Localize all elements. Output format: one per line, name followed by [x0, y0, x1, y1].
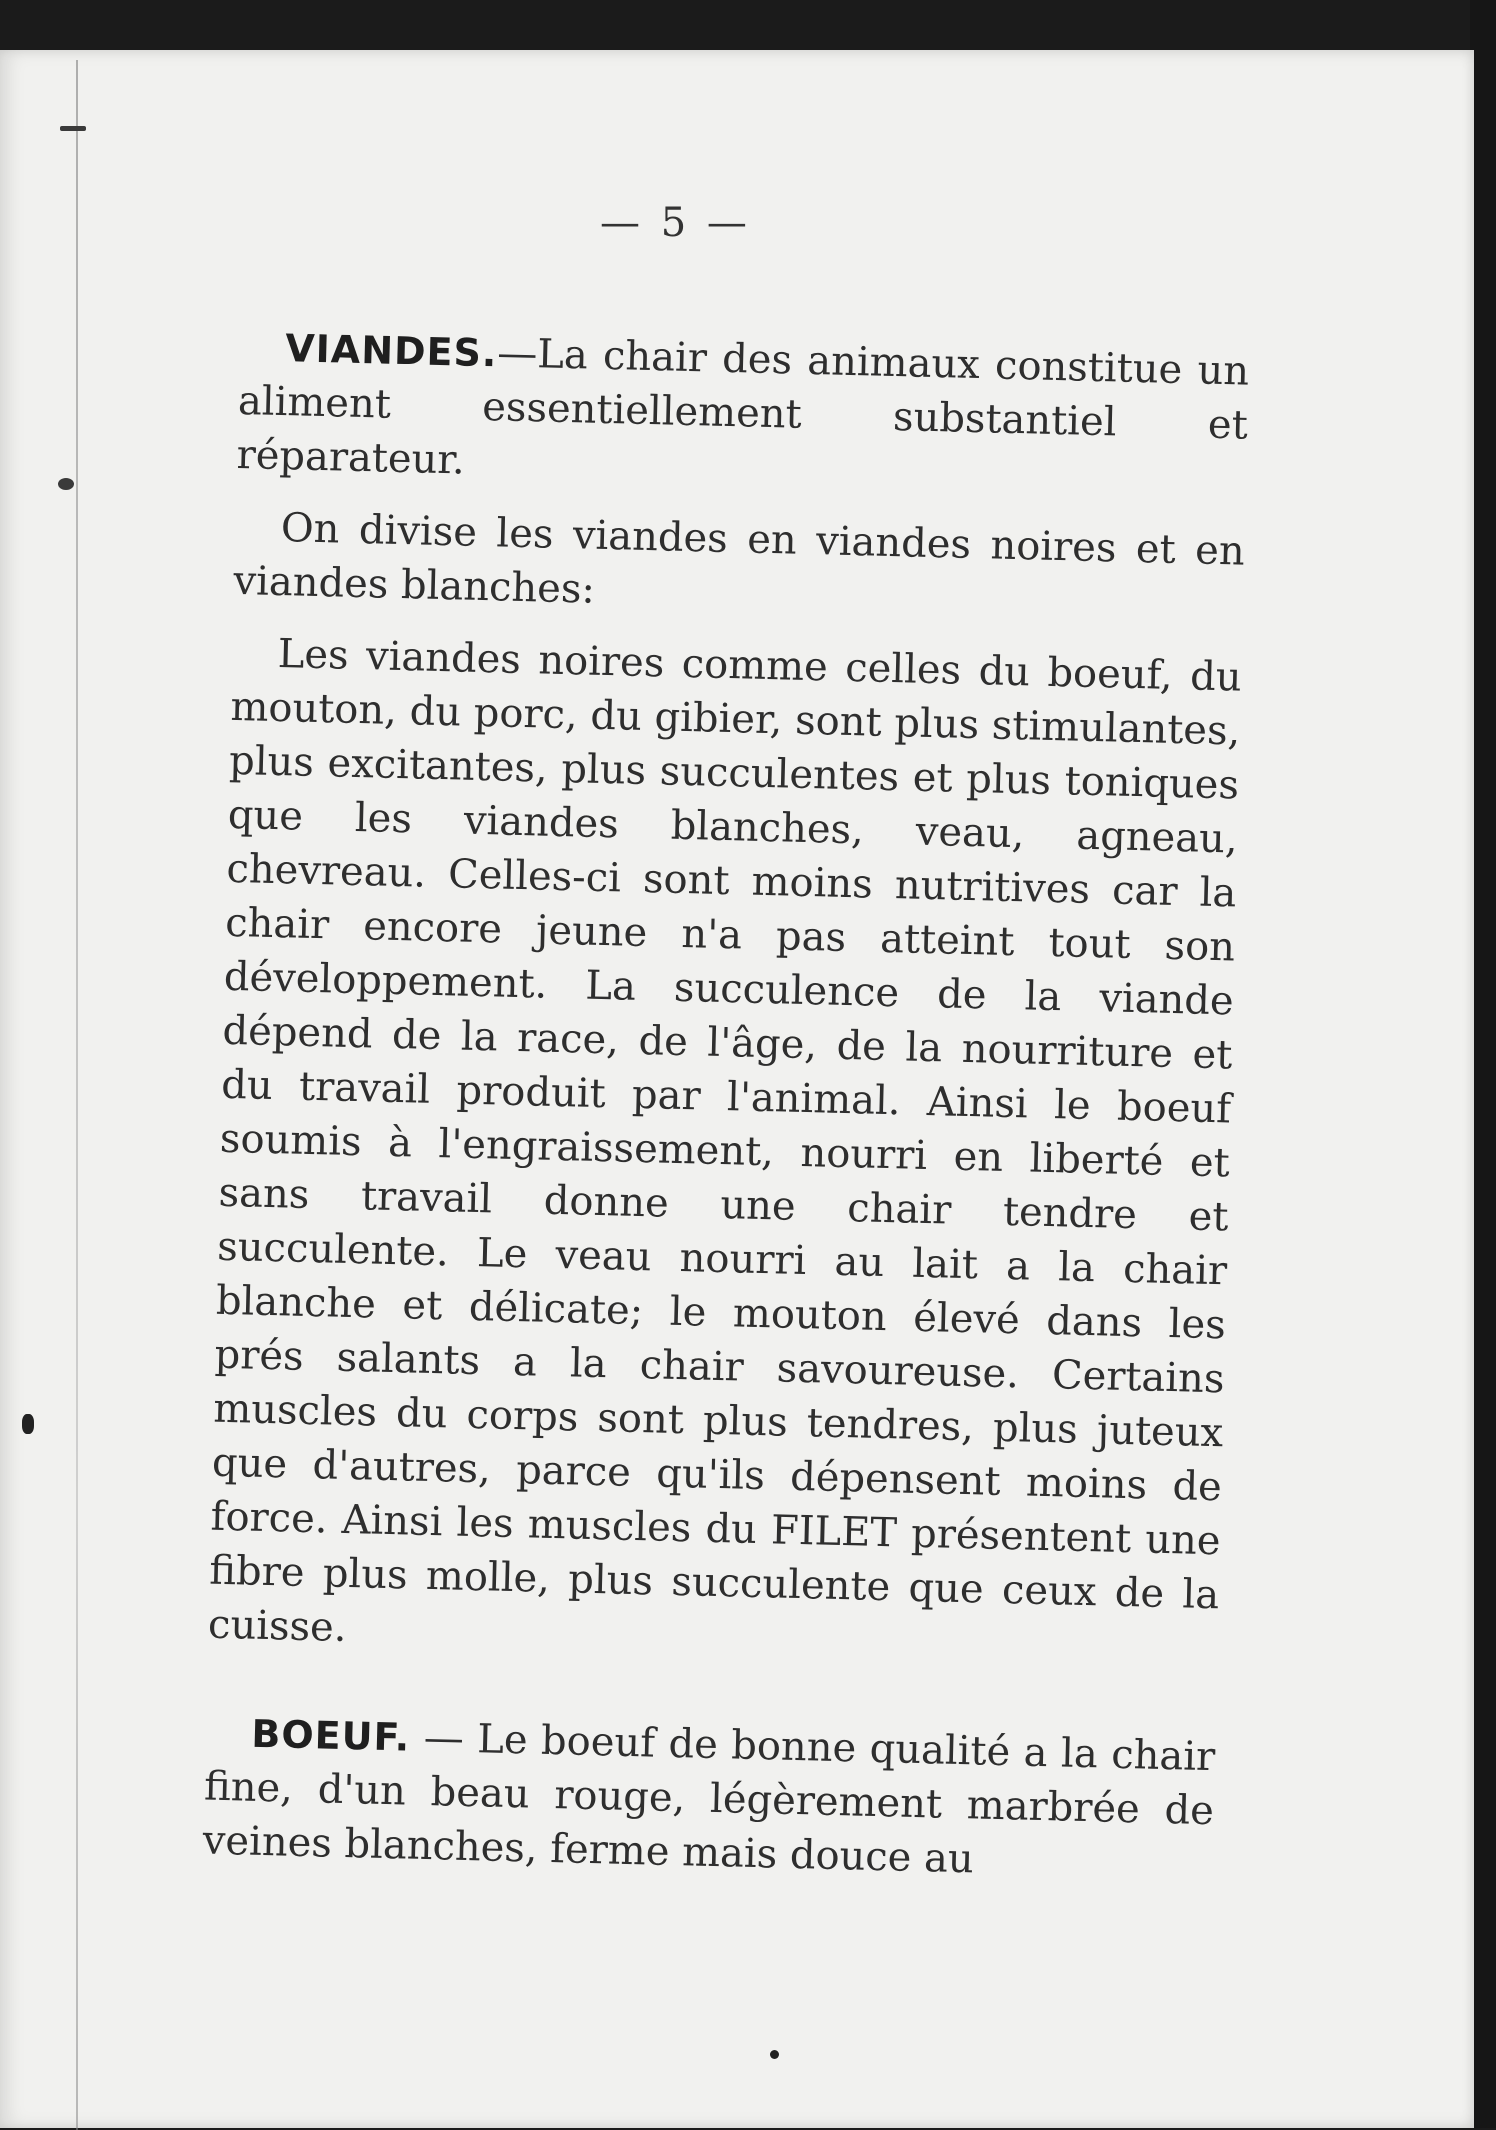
paragraph-text: Le boeuf de bonne qualité a la chair fine, d'un beau rouge, légèrement marbrée de veines blanches, ferme mais douce au [202, 1716, 1216, 1883]
heading-separator: — [496, 330, 538, 378]
page-body [202, 320, 1250, 1910]
section-heading-viandes: VIANDES. [284, 326, 498, 376]
page-fold-line [76, 60, 78, 2130]
heading-separator: — [409, 1714, 478, 1763]
boeuf-paragraph-1 [202, 1706, 1216, 1893]
scan-speck [58, 478, 74, 490]
page-number: — 5 — [600, 200, 751, 246]
scan-speck [60, 126, 86, 131]
scan-speck [22, 1414, 34, 1434]
viandes-paragraph-3: Les viandes noires comme celles du boeuf, du mouton, du porc, du gibier, sont plus stimulantes, plus excitantes, plus succulentes et plus toniques que les viandes blanches, veau, agneau, chevreau. Celles-ci sont moins nutritives car la chair encore jeune n'a pas atteint tout son développement. La succulence de la viande dépend de la race, de l'âge, de la nourriture et du travail produit par l'animal. Ainsi le boeuf soumis à l'engraissement, nourri en liberté et sans travail donne une chair tendre et succulente. Le veau nourri au lait a la chair blanche et délicate; le mouton élevé dans les prés salants a la chair savoureuse. Certains muscles du corps sont plus tendres, plus juteux que d'autres, parce qu'ils dépensent moins de force. Ainsi les muscles du FILET présentent une fibre plus molle, plus succulente que ceux de la cuisse. [207, 631, 1243, 1651]
section-heading-boeuf: BOEUF. [250, 1711, 411, 1760]
viandes-paragraph-2: On divise les viandes en viandes noires et en viandes blanches: [233, 505, 1246, 613]
paragraph-text: La chair des animaux constitue un aliment essentiellement substantiel et réparateur. [236, 331, 1250, 484]
scan-speck [770, 2050, 779, 2059]
viandes-paragraph-1 [236, 320, 1250, 507]
